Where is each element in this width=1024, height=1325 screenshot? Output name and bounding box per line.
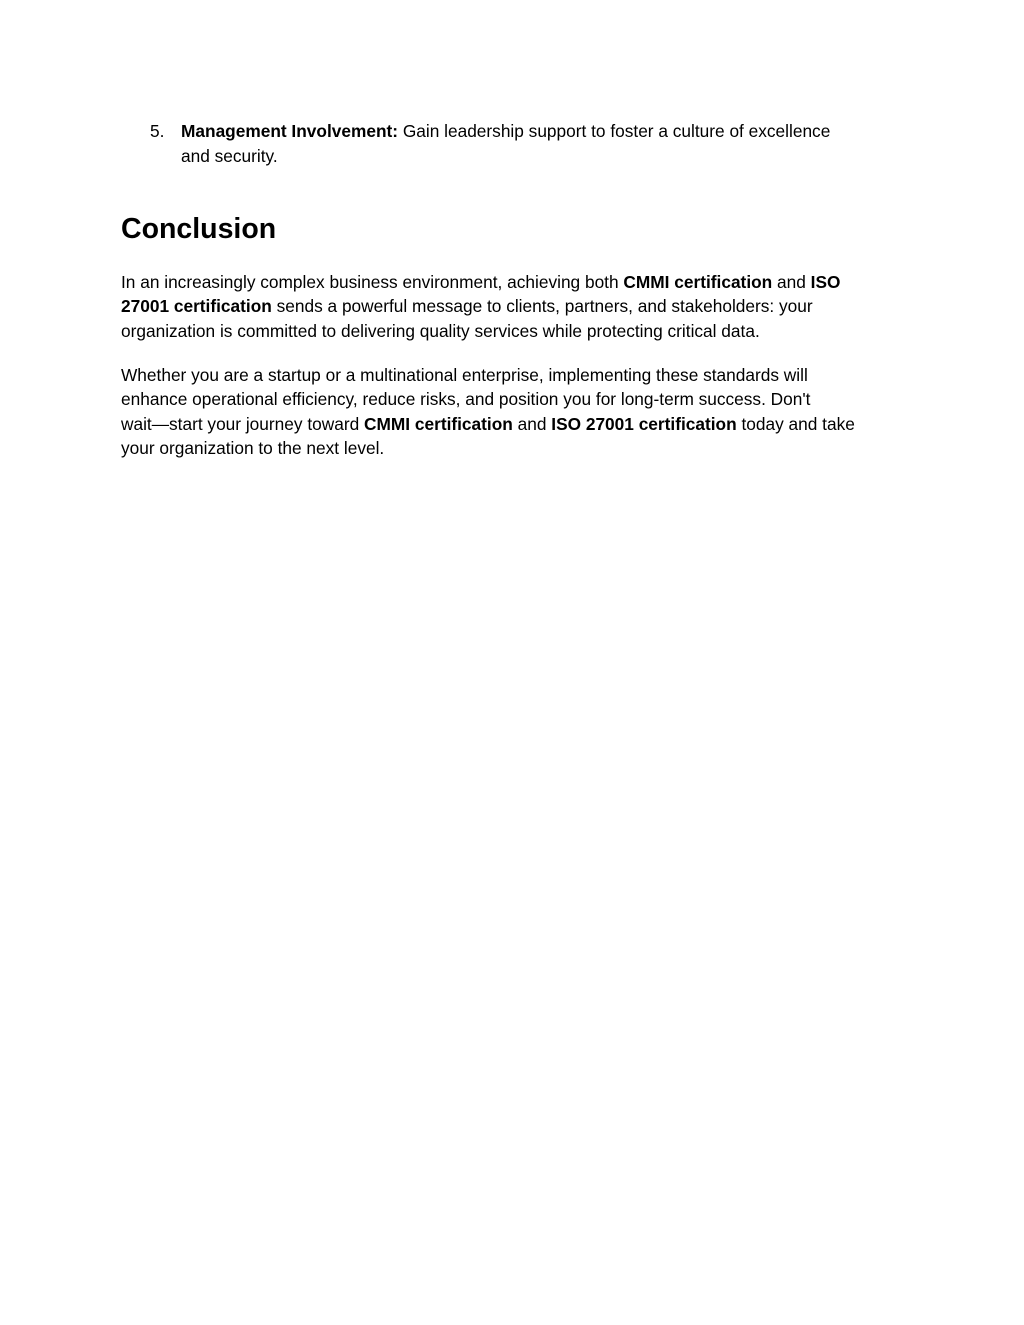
bold-iso-27001-certification: ISO 27001 certification <box>551 413 737 434</box>
list-item-text-line2: and security. <box>181 145 278 166</box>
list-item-body <box>181 119 901 168</box>
list-item-text-line1: Gain leadership support to foster a culture of excellence <box>398 121 831 141</box>
text: organization is committed to delivering quality services while protecting critical data. <box>121 320 760 341</box>
text: wait—start your journey toward <box>121 413 364 434</box>
text: In an increasingly complex business environment, achieving both <box>121 272 624 292</box>
text: enhance operational efficiency, reduce risks, and position you for long-term success. Don't <box>121 389 811 410</box>
list-number: 5. <box>150 121 165 141</box>
conclusion-paragraph-2 <box>121 363 911 460</box>
text: and <box>772 272 811 292</box>
conclusion-heading: Conclusion <box>121 213 277 245</box>
bold-iso: ISO <box>810 272 841 292</box>
bold-cmmi-certification: CMMI certification <box>364 413 513 434</box>
list-item-term: Management Involvement: <box>181 121 399 141</box>
text: Whether you are a startup or a multinational enterprise, implementing these standards will <box>121 365 808 385</box>
text: sends a powerful message to clients, partners, and stakeholders: your <box>271 296 813 317</box>
text: your organization to the next level. <box>121 437 385 458</box>
bold-27001-certification: 27001 certification <box>121 296 272 317</box>
text: today and take <box>736 413 855 434</box>
bold-cmmi-certification: CMMI certification <box>623 272 773 292</box>
conclusion-paragraph-1 <box>121 270 911 343</box>
text: and <box>512 413 552 434</box>
